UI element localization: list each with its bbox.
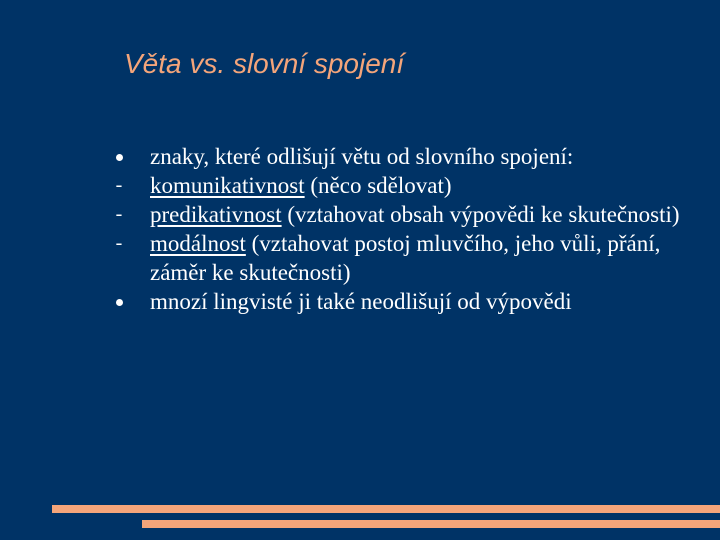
item-text: znaky, které odlišují větu od slovního spojení: [150, 144, 574, 169]
item-term: komunikativnost [150, 173, 305, 198]
bullet-icon [112, 142, 126, 171]
item-text: mnozí lingvisté ji také neodlišují od výpovědi [150, 289, 572, 314]
item-term: modálnost [150, 231, 246, 256]
dash-marker: - [115, 174, 123, 196]
dash-marker: - [115, 203, 123, 225]
decorative-bar-upper [52, 505, 720, 513]
decorative-bar-lower [142, 520, 720, 528]
item-text: (něco sdělovat) [304, 173, 452, 198]
list-item [112, 200, 692, 229]
item-text: (vztahovat obsah výpovědi ke skutečnosti) [281, 202, 680, 227]
item-term: predikativnost [150, 202, 282, 227]
list-item [112, 142, 692, 171]
list-item [112, 171, 692, 200]
item-text: (vztahovat postoj mluvčího, jeho vůli, přání, záměr ke skutečnosti) [150, 231, 661, 285]
list-item [112, 229, 692, 287]
bullet-icon [112, 287, 126, 316]
list-item [112, 287, 692, 316]
slide-body [112, 142, 692, 316]
slide-title: Věta vs. slovní spojení [124, 48, 405, 79]
dash-marker: - [115, 232, 123, 254]
